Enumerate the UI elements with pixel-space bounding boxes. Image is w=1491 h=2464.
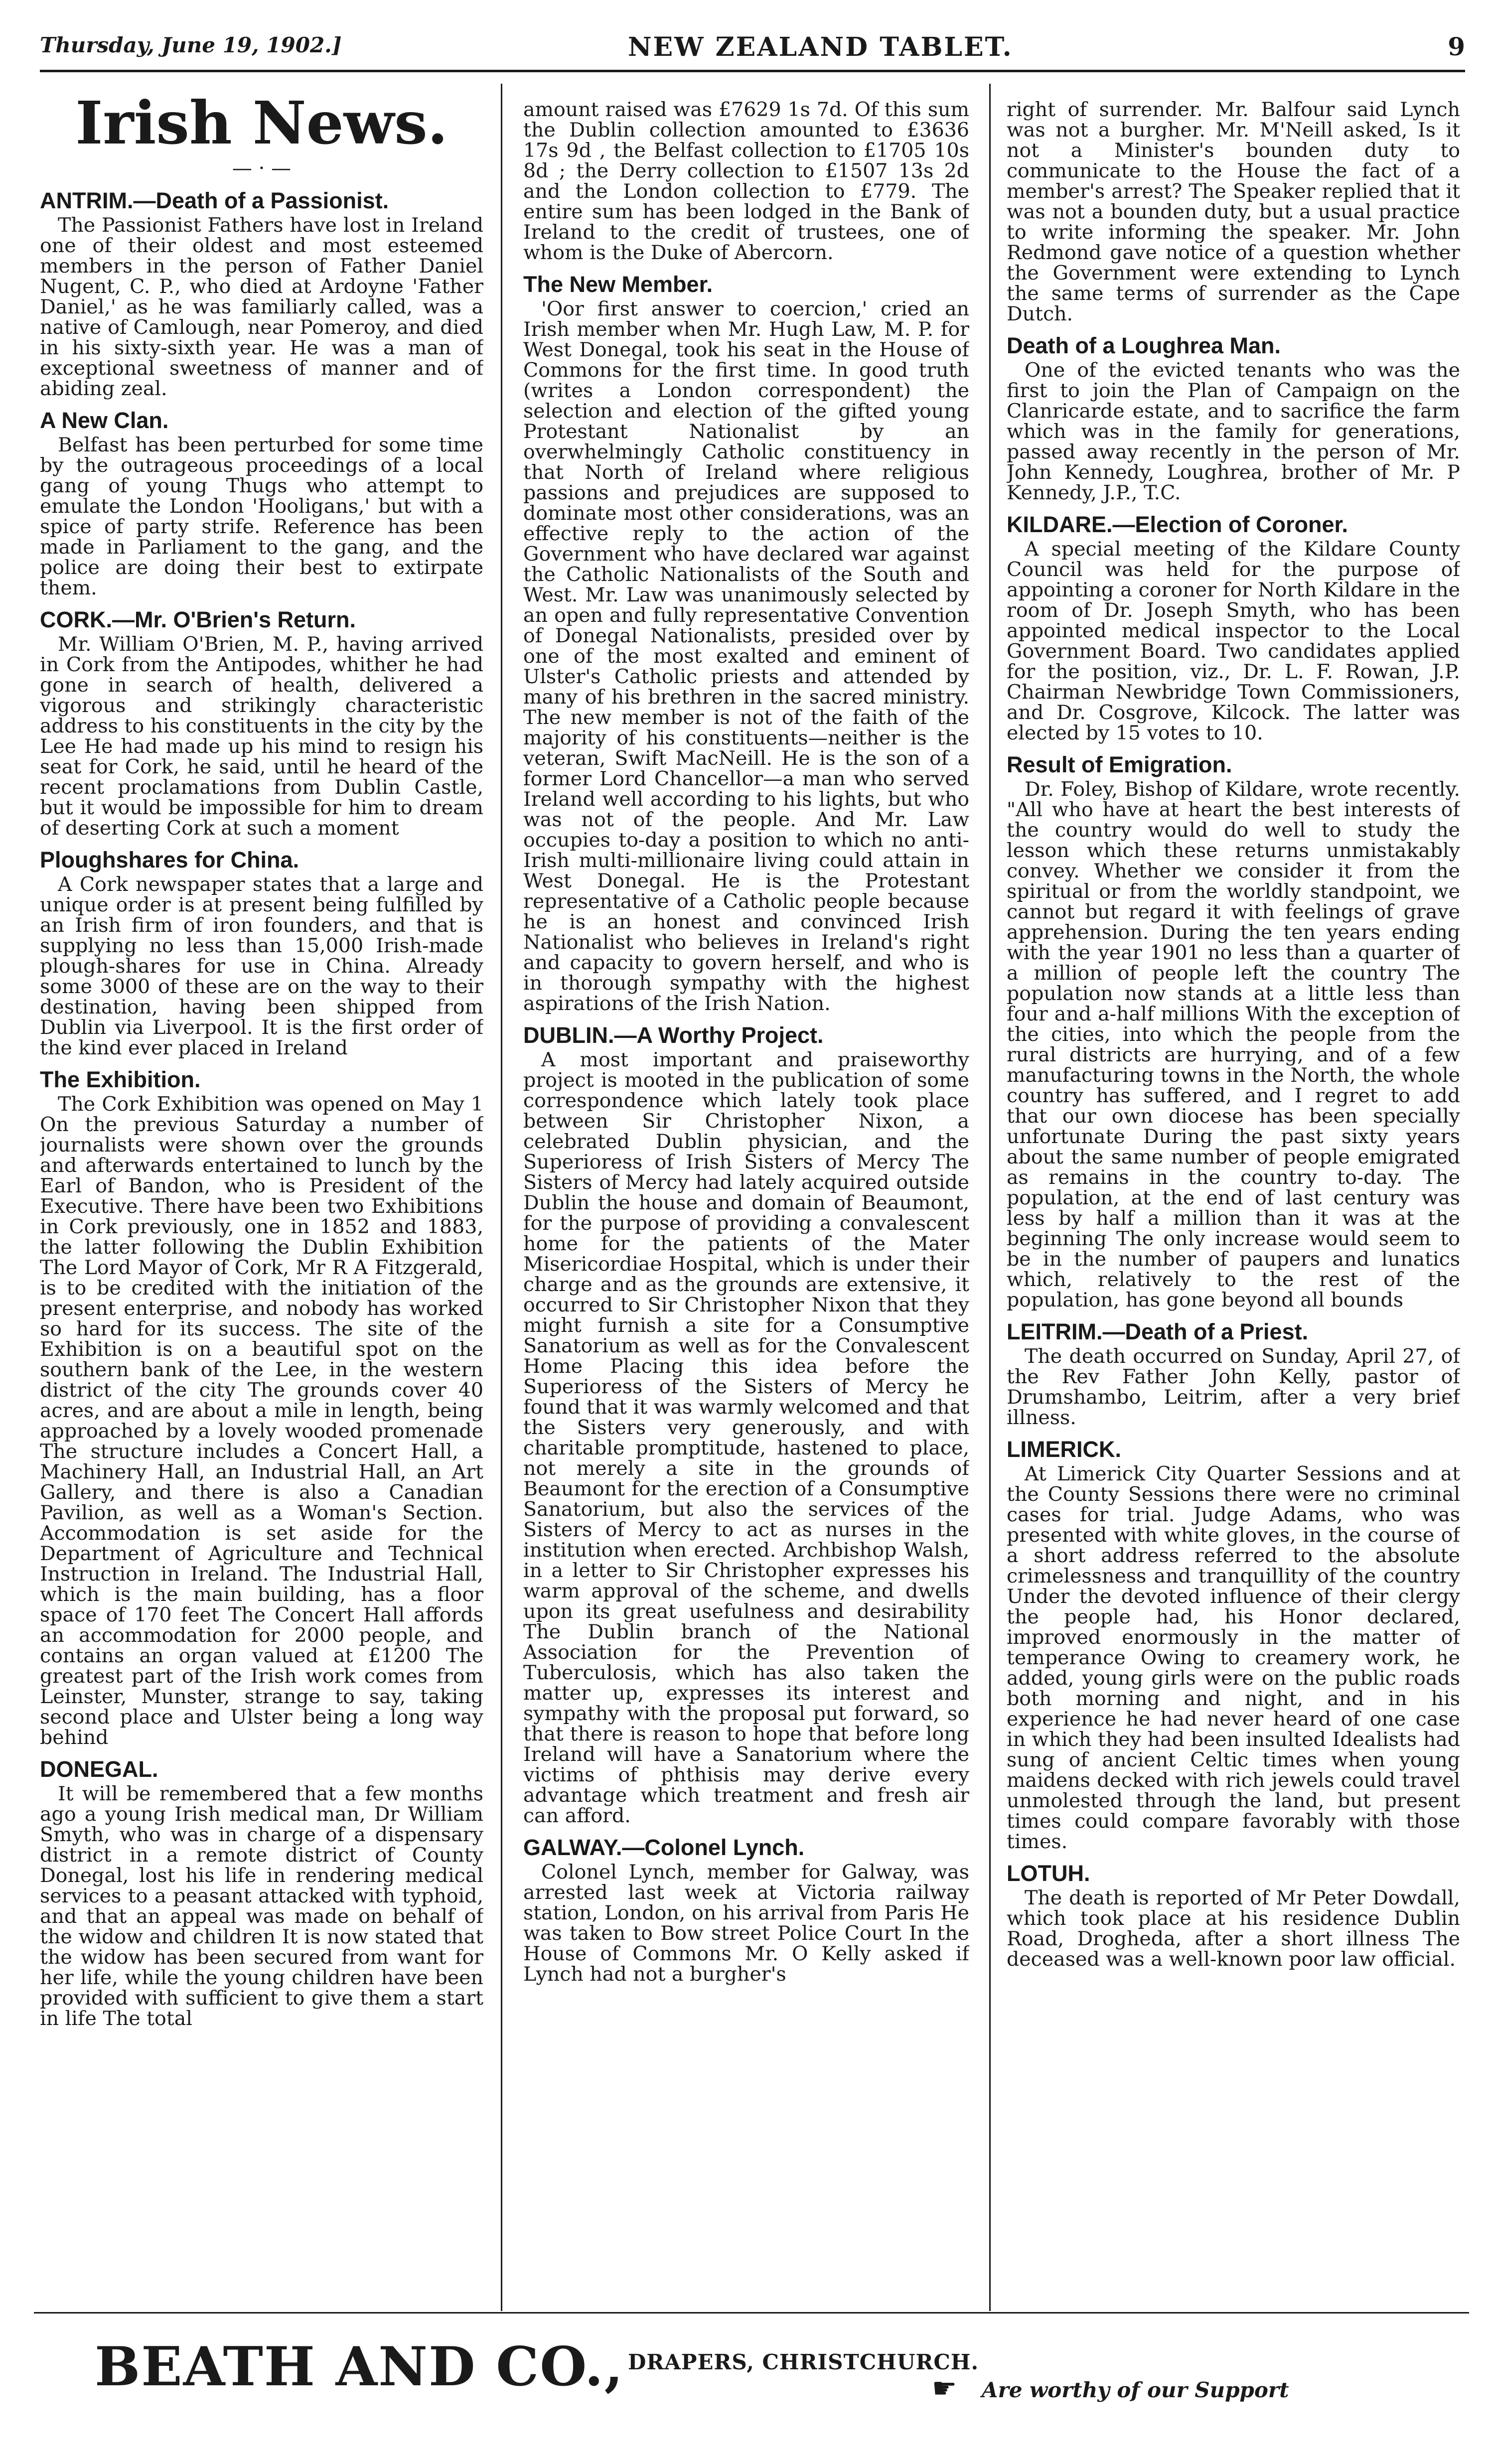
advertisement-footer (40, 2322, 1465, 2422)
article-heading: DONEGAL. (40, 1756, 158, 1782)
article-section (523, 1023, 969, 1826)
article-paragraph: Belfast has been perturbed for some time by the outrageous proceedings of a local gang of young Thugs who attempt to emulate the London 'Hooligans,' but with a spice of party strife. Reference has been made in Parliament to the gang, and the police are doing their best to extirpate them. (40, 434, 483, 599)
article-heading: Result of Emigration. (1007, 752, 1232, 777)
article-heading: GALWAY.—Colonel Lynch. (523, 1835, 805, 1860)
article-heading: CORK.—Mr. O'Brien's Return. (40, 607, 356, 632)
page-title: Irish News. (75, 88, 448, 157)
column-1 (40, 86, 483, 2308)
article-heading: ANTRIM.—Death of a Passionist. (40, 188, 389, 213)
article-heading: KILDARE.—Election of Coroner. (1007, 512, 1348, 537)
article-paragraph: One of the evicted tenants who was the first to join the Plan of Campaign on the Clanricarde estate, and to sacrifice the farm which was in the family for generations, passed away recently in the person of Mr. John Kennedy, Loughrea, brother of Mr. P Kennedy, J.P., T.C. (1007, 359, 1460, 504)
article-paragraph: It will be remembered that a few months ago a young Irish medical man, Dr William Smyth, who was in charge of a dispensary district in a remote district of County Donegal, lost his life in rendering medical services to a peasant attacked with typhoid, and that an appeal was made on behalf of the widow and children It is now stated that the widow has been secured from want for her life, while the young children have been provided with sufficient to give them a start in life The total (40, 1782, 483, 2030)
page-header (40, 9, 1465, 74)
article-paragraph: The death is reported of Mr Peter Dowdall, which took place at his residence Dublin Road, Drogheda, after a short illness The deceased was a well-known poor law official. (1007, 1886, 1460, 1971)
article-paragraph: A most important and praiseworthy project is mooted in the publication of some correspondence which lately took place between Sir Christopher Nixon, a celebrated Dublin physician, and the Superioress of Irish Sisters of Mercy The Sisters of Mercy had lately acquired outside Dublin the house and domain of Beaumont, for the purpose of providing a convalescent home for the patients of the Mater Misericordiae Hospital, which is under their charge and as the grounds are extensive, it occurred to Sir Christopher Nixon that they might furnish a site for a Consumptive Sanatorium as well as for the Convalescent Home Placing this idea before the Superioress of the Sisters of Mercy he found that it was warmly welcomed and that the Sisters very generously, and with charitable promptitude, hastened to place, not merely a site in the grounds of Beaumont for the erection of a Consumptive Sanatorium, but also the services of the Sisters of Mercy to act as nurses in the institution when erected. Archbishop Walsh, in a letter to Sir Christopher expresses his warm approval of the scheme, and dwells upon its great usefulness and desirability The Dublin branch of the National Association for the Prevention of Tuberculosis, which has also taken the matter up, expresses its interest and sympathy with the proposal put forward, so that there is reason to hope that before long Ireland will have a Sanatorium where the victims of phthisis may derive every advantage which treatment and fresh air can afford. (523, 1048, 969, 1827)
article-section (40, 607, 483, 839)
article-heading: LOTUH. (1007, 1861, 1090, 1886)
article-paragraph: The Passionist Fathers have lost in Ireland one of their oldest and most esteemed members in the person of Father Daniel Nugent, C. P., who died at Ardoyne 'Father Daniel,' as he was familiarly called, was a native of Camlough, near Pomeroy, and died in his sixty-sixth year. He was a man of exceptional sweetness of manner and of abiding zeal. (40, 214, 483, 400)
header-page-number: 9 (1448, 32, 1465, 61)
article-paragraph: 'Oor first answer to coercion,' cried an Irish member when Mr. Hugh Law, M. P. for West Donegal, took his seat in the House of Commons for the first time. In good truth (writes a London correspondent) the selection and election of the gifted young Protestant Nationalist by an overwhelmingly Catholic constituency in that North of Ireland where religious passions and prejudices are supposed to dominate most other considerations, was an effective reply to the action of the Government who have declared war against the Catholic Nationalists of the South and West. Mr. Law was unanimously selected by an open and fully representative Convention of Donegal Nationalists, presided over by one of the most exalted and eminent of Ulster's Catholic priests and attended by many of his brethren in the sacred ministry. The new member is not of the faith of the majority of his constituents—neither is the veteran, Swift MacNeill. He is the son of a former Lord Chancellor—a man who served Ireland well according to his lights, but who was not of the people. And Mr. Law occupies to-day a position to which no anti-Irish multi-millionaire living could attain in West Donegal. He is the Protestant representative of a Catholic people because he is an honest and convinced Irish Nationalist who believes in Ireland's right and capacity to govern herself, and who is in thorough sympathy with the highest aspirations of the Irish Nation. (523, 297, 969, 1015)
article-section (40, 1067, 483, 1748)
article-section (1007, 100, 1460, 324)
article-section (1007, 1319, 1460, 1428)
advertiser-name: BEATH AND CO., (95, 2335, 624, 2398)
article-paragraph: Dr. Foley, Bishop of Kildare, wrote recently. "All who have at heart the best interests of the country would do well to study the lesson which these returns unmistakably convey. Whether we consider it from the spiritual or from the worldly standpoint, we cannot but regard it with feelings of grave apprehension. During the ten years ending with the year 1901 no less than a quarter of a million of people left the country The population now stands at a little less than four and a-half millions With the exception of the cities, into which the people from the rural districts are hurrying, and of a few manufacturing towns in the North, the whole country has suffered, and I regret to add that our own diocese has been specially unfortunate During the past sixty years about the same number of people emigrated as remains in the country to-day. The population, at the end of last century was less by half a million than it was at the beginning The only increase would seem to be in the number of paupers and lunatics which, relatively to the rest of the population, has gone beyond all bounds (1007, 778, 1460, 1311)
article-paragraph: The Cork Exhibition was opened on May 1 On the previous Saturday a number of journalists were shown over the grounds and afterwards entertained to lunch by the Earl of Bandon, who is President of the Executive. There have been two Exhibitions in Cork previously, one in 1852 and 1883, the latter following the Dublin Exhibition The Lord Mayor of Cork, Mr R A Fitzgerald, is to be credited with the initiation of the present enterprise, and nobody has worked so hard for its success. The site of the Exhibition is on a beautiful spot on the southern bank of the Lee, in the western district of the city The grounds cover 40 acres, and are about a mile in length, being approached by a lovely wooded promenade The structure includes a Concert Hall, a Machinery Hall, an Industrial Hall, an Art Gallery, and there is also a Canadian Pavilion, as well as a Woman's Section. Accommodation is set aside for the Department of Agriculture and Technical Instruction in Ireland. The Industrial Hall, which is the main building, has a floor space of 170 feet The Concert Hall affords an accommodation for 2000 people, and contains an organ valued at £1200 The greatest part of the Irish work comes from Leinster, Munster, strange to say, taking second place and Ulster being a long way behind (40, 1093, 483, 1749)
article-section (1007, 333, 1460, 503)
footer-rule (34, 2312, 1469, 2314)
article-heading: A New Clan. (40, 408, 169, 433)
article-heading: LEITRIM.—Death of a Priest. (1007, 1319, 1309, 1344)
article-paragraph: A Cork newspaper states that a large and unique order is at present being fulfilled by an Irish firm of iron founders, and that is supplying no less than 15,000 Irish-made plough-shares for use in China. Already some 3000 of these are on the way to their destination, having been shipped from Dublin via Liverpool. It is the first order of the kind ever placed in Ireland (40, 873, 483, 1059)
article-heading: Death of a Loughrea Man. (1007, 333, 1281, 358)
header-rule (40, 70, 1465, 72)
advertiser-trade: DRAPERS, CHRISTCHURCH. (628, 2350, 979, 2374)
article-heading: DUBLIN.—A Worthy Project. (523, 1022, 824, 1048)
article-section (523, 100, 969, 263)
article-heading: LIMERICK. (1007, 1437, 1121, 1462)
article-paragraph: right of surrender. Mr. Balfour said Lynch was not a burgher. Mr. M'Neill asked, Is it not a Minister's bounden duty to communicate to the House the fact of a member's arrest? The Speaker replied that it was not a bounden duty, but a usual practice to write informing the speaker. Mr. John Redmond gave notice of a question whether the Government were extending to Lynch the same terms of surrender as the Cape Dutch. (1007, 100, 1460, 325)
article-section (40, 1757, 483, 2029)
article-section (1007, 752, 1460, 1310)
column-rule (989, 84, 991, 2311)
article-paragraph: Mr. William O'Brien, M. P., having arrived in Cork from the Antipodes, whither he had gone in search of health, delivered a vigorous and strikingly characteristic address to his constituents in the city by the Lee He had made up his mind to resign his seat for Cork, he said, until he heard of the recent proclamations from Dublin Castle, but it would be impossible for him to dream of deserting Cork at such a moment (40, 633, 483, 840)
article-section (40, 188, 483, 399)
header-date: Thursday, June 19, 1902.] (40, 33, 342, 57)
title-ornament: — · — (232, 157, 292, 180)
article-paragraph: At Limerick City Quarter Sessions and at the County Sessions there were no criminal cases for trial. Judge Adams, who was presented with white gloves, in the course of a short address referred to the absolute crimelessness and tranquillity of the country Under the devoted influence of their clergy the people had, his Honor declared, improved enormously in the matter of temperance Owing to creamery work, he added, young girls were on the public roads both morning and night, and in his experience he had never heard of one case in which they had been insulted Idealists had sung of ancient Celtic times when young maidens decked with rich jewels could travel unmolested through the land, but present times could compare favorably with those times. (1007, 1462, 1460, 1853)
article-paragraph: Colonel Lynch, member for Galway, was arrested last week at Victoria railway station, London, on his arrival from Paris He was taken to Bow street Police Court In the House of Commons Mr. O Kelly asked if Lynch had not a burgher's (523, 1861, 969, 1986)
article-section (40, 848, 483, 1058)
article-section (1007, 1437, 1460, 1852)
article-heading: The New Member. (523, 272, 713, 297)
article-section (523, 1835, 969, 1985)
article-section (40, 408, 483, 598)
article-heading: Ploughshares for China. (40, 847, 299, 872)
column-2 (523, 100, 969, 2322)
advertiser-slogan: Are worthy of our Support (982, 2378, 1289, 2402)
header-publication: NEW ZEALAND TABLET. (628, 32, 1013, 62)
column-3 (1007, 100, 1460, 2322)
article-paragraph: The death occurred on Sunday, April 27, of the Rev Father John Kelly, pastor of Drumshambo, Leitrim, after a very brief illness. (1007, 1345, 1460, 1429)
pointing-hand-icon: ☛ (932, 2372, 957, 2405)
article-heading: The Exhibition. (40, 1067, 201, 1092)
column-rule (501, 84, 502, 2311)
article-paragraph: A special meeting of the Kildare County Council was held for the purpose of appointing a coroner for North Kildare in the room of Dr. Joseph Smyth, who has been appointed medical inspector to the Local Government Board. Two candidates applied for the position, viz., Dr. L. F. Rowan, J.P. Chairman Newbridge Town Commissioners, and Dr. Cosgrove, Kilcock. The latter was elected by 15 votes to 10. (1007, 538, 1460, 744)
article-section (1007, 1861, 1460, 1970)
article-paragraph: amount raised was £7629 1s 7d. Of this sum the Dublin collection amounted to £3636 17s 9d , the Belfast collection to £1705 10s 8d ; the Derry collection to £1507 13s 2d and the London collection to £779. The entire sum has been lodged in the Bank of Ireland to the credit of trustees, one of whom is the Duke of Abercorn. (523, 100, 969, 264)
article-section (1007, 512, 1460, 743)
article-section (523, 272, 969, 1014)
